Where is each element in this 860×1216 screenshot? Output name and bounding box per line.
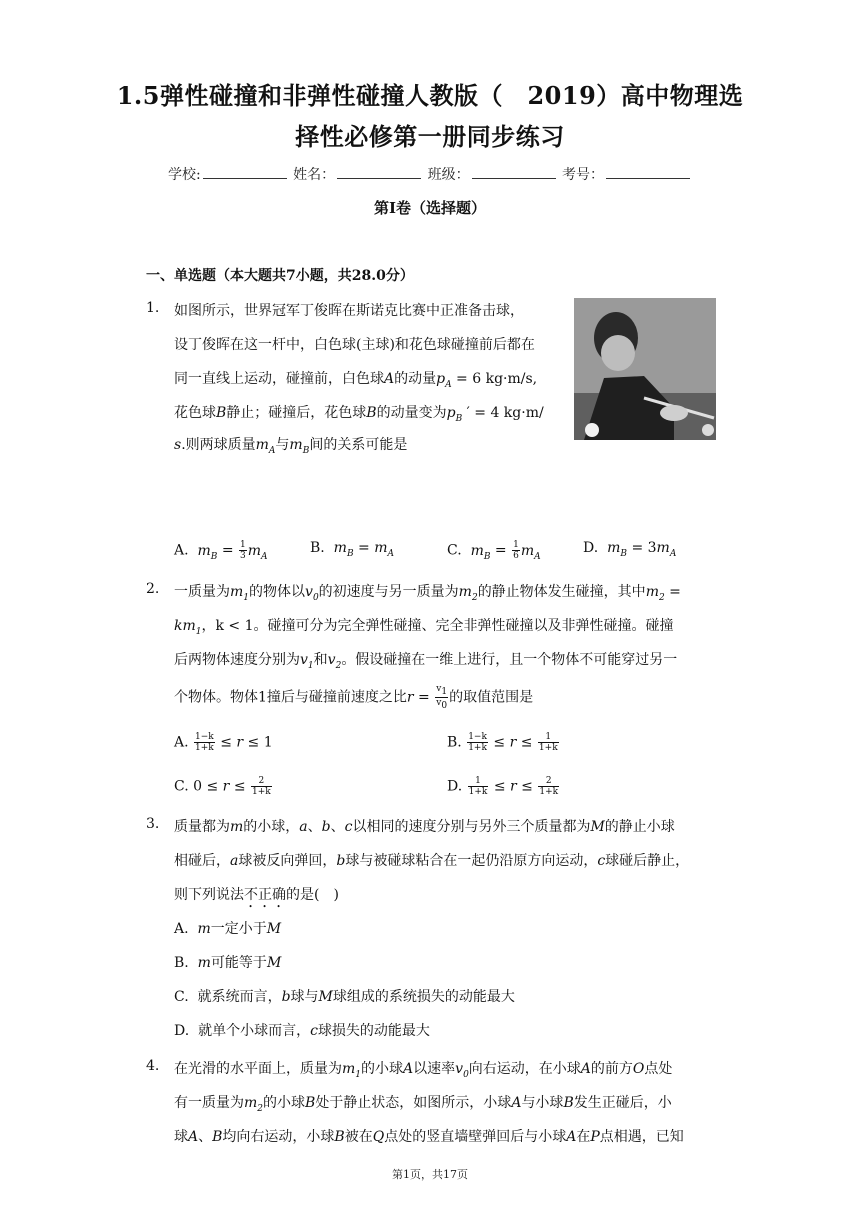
exam-no-field[interactable] xyxy=(606,166,690,179)
exam-no-label: 考号： xyxy=(562,167,605,183)
q1-option-d[interactable]: D. $m_B = 3m_A$ xyxy=(583,540,677,559)
q2-option-c[interactable]: C. 0 ≤ r ≤ $\frac{2}{1+k}$ xyxy=(174,776,271,797)
q3-option-b[interactable]: B. m可能等于M xyxy=(174,955,282,971)
class-label: 班级： xyxy=(427,167,470,183)
q2-line: $km_1$，k < 1。碰撞可分为完全弹性碰撞、完全非弹性碰撞以及非弹性碰撞。碰撞 xyxy=(174,618,674,637)
q2-option-a[interactable]: A. $\frac{1-k}{1+k}$ ≤ r ≤ 1 xyxy=(174,732,273,753)
name-field[interactable] xyxy=(337,166,421,179)
q1-number: 1. xyxy=(146,300,160,316)
q2-line: 一质量为$m_1$的物体以$v_0$的初速度与另一质量为$m_2$的静止物体发生碰撞，其中$m_2$ = xyxy=(174,584,681,603)
q3-number: 3. xyxy=(146,816,160,832)
q1-option-c[interactable]: C. $m_B$ = $\frac{1}{6}$ $m_A$ xyxy=(447,540,541,562)
q3-option-d[interactable]: D. 就单个小球而言，c球损失的动能最大 xyxy=(174,1023,430,1039)
q1-option-a[interactable]: A. $m_B$ = $\frac{1}{3}$ $m_A$ xyxy=(174,540,268,562)
q4-line: 有一质量为$m_2$的小球B处于静止状态，如图所示，小球A与小球B发生正碰后，小 xyxy=(174,1095,672,1114)
q3-option-c[interactable]: C. 就系统而言，b球与M球组成的系统损失的动能最大 xyxy=(174,989,515,1005)
page-footer: 第1页，共17页 xyxy=(392,1168,468,1181)
q1-line: 设丁俊晖在这一杆中，白色球(主球)和花色球碰撞前后都在 xyxy=(174,337,535,353)
q1-line: s.则两球质量$m_A$与$m_B$间的关系可能是 xyxy=(174,437,408,456)
q1-line: 如图所示，世界冠军丁俊晖在斯诺克比赛中正准备击球， xyxy=(174,303,524,319)
q3-option-a[interactable]: A. m一定小于M xyxy=(174,921,282,937)
q2-line: 个物体。物体1撞后与碰撞前速度之比r = $\frac{v_1}{v_0}$ 的取值范围是 xyxy=(174,684,534,711)
q1-option-b[interactable]: B. $m_B = m_A$ xyxy=(310,540,394,559)
doc-title-line2: 择性必修第一册同步练习 xyxy=(295,122,565,151)
name-label: 姓名： xyxy=(293,167,336,183)
snooker-player-photo xyxy=(574,298,716,440)
q2-option-d[interactable]: D. $\frac{1}{1+k}$ ≤ r ≤ $\frac{2}{1+k}$ xyxy=(447,776,559,797)
school-field[interactable] xyxy=(203,166,287,179)
student-info-line xyxy=(0,164,860,184)
q1-line: 同一直线上运动，碰撞前，白色球A的动量$p_A = 6$ kg·m/s, xyxy=(174,371,538,390)
doc-title-line1: 1.5弹性碰撞和非弹性碰撞人教版（ 2019）高中物理选 xyxy=(116,81,744,110)
volume-heading: 第I卷（选择题） xyxy=(373,199,487,217)
section-heading: 一、单选题（本大题共7小题，共28.0分） xyxy=(146,268,414,284)
q4-number: 4. xyxy=(146,1058,160,1074)
school-label: 学校: xyxy=(167,167,201,183)
q3-line: 相碰后，a球被反向弹回，b球与被碰球粘合在一起仍沿原方向运动，c球碰后静止， xyxy=(174,853,690,869)
q3-line: 质量都为m的小球，a、b、c以相同的速度分别与另外三个质量都为M的静止小球 xyxy=(174,819,675,835)
q2-option-b[interactable]: B. $\frac{1-k}{1+k}$ ≤ r ≤ $\frac{1}{1+k}$ xyxy=(447,732,558,753)
q4-line: 在光滑的水平面上，质量为$m_1$的小球A以速率$v_0$向右运动，在小球A的前方O点处 xyxy=(174,1061,673,1080)
q3-line: 则下列说法不正确的是( ) xyxy=(174,887,339,903)
q1-line: 花色球B静止；碰撞后，花色球B的动量变为$p_B$ ′ = 4 kg·m/ xyxy=(174,405,544,424)
q2-line: 后两物体速度分别为$v_1$和$v_2$。假设碰撞在一维上进行，且一个物体不可能穿过另一 xyxy=(174,652,678,671)
q4-line: 球A、B均向右运动，小球B被在Q点处的竖直墙壁弹回后与小球A在P点相遇，已知 xyxy=(174,1129,684,1145)
q2-number: 2. xyxy=(146,581,160,597)
class-field[interactable] xyxy=(472,166,556,179)
